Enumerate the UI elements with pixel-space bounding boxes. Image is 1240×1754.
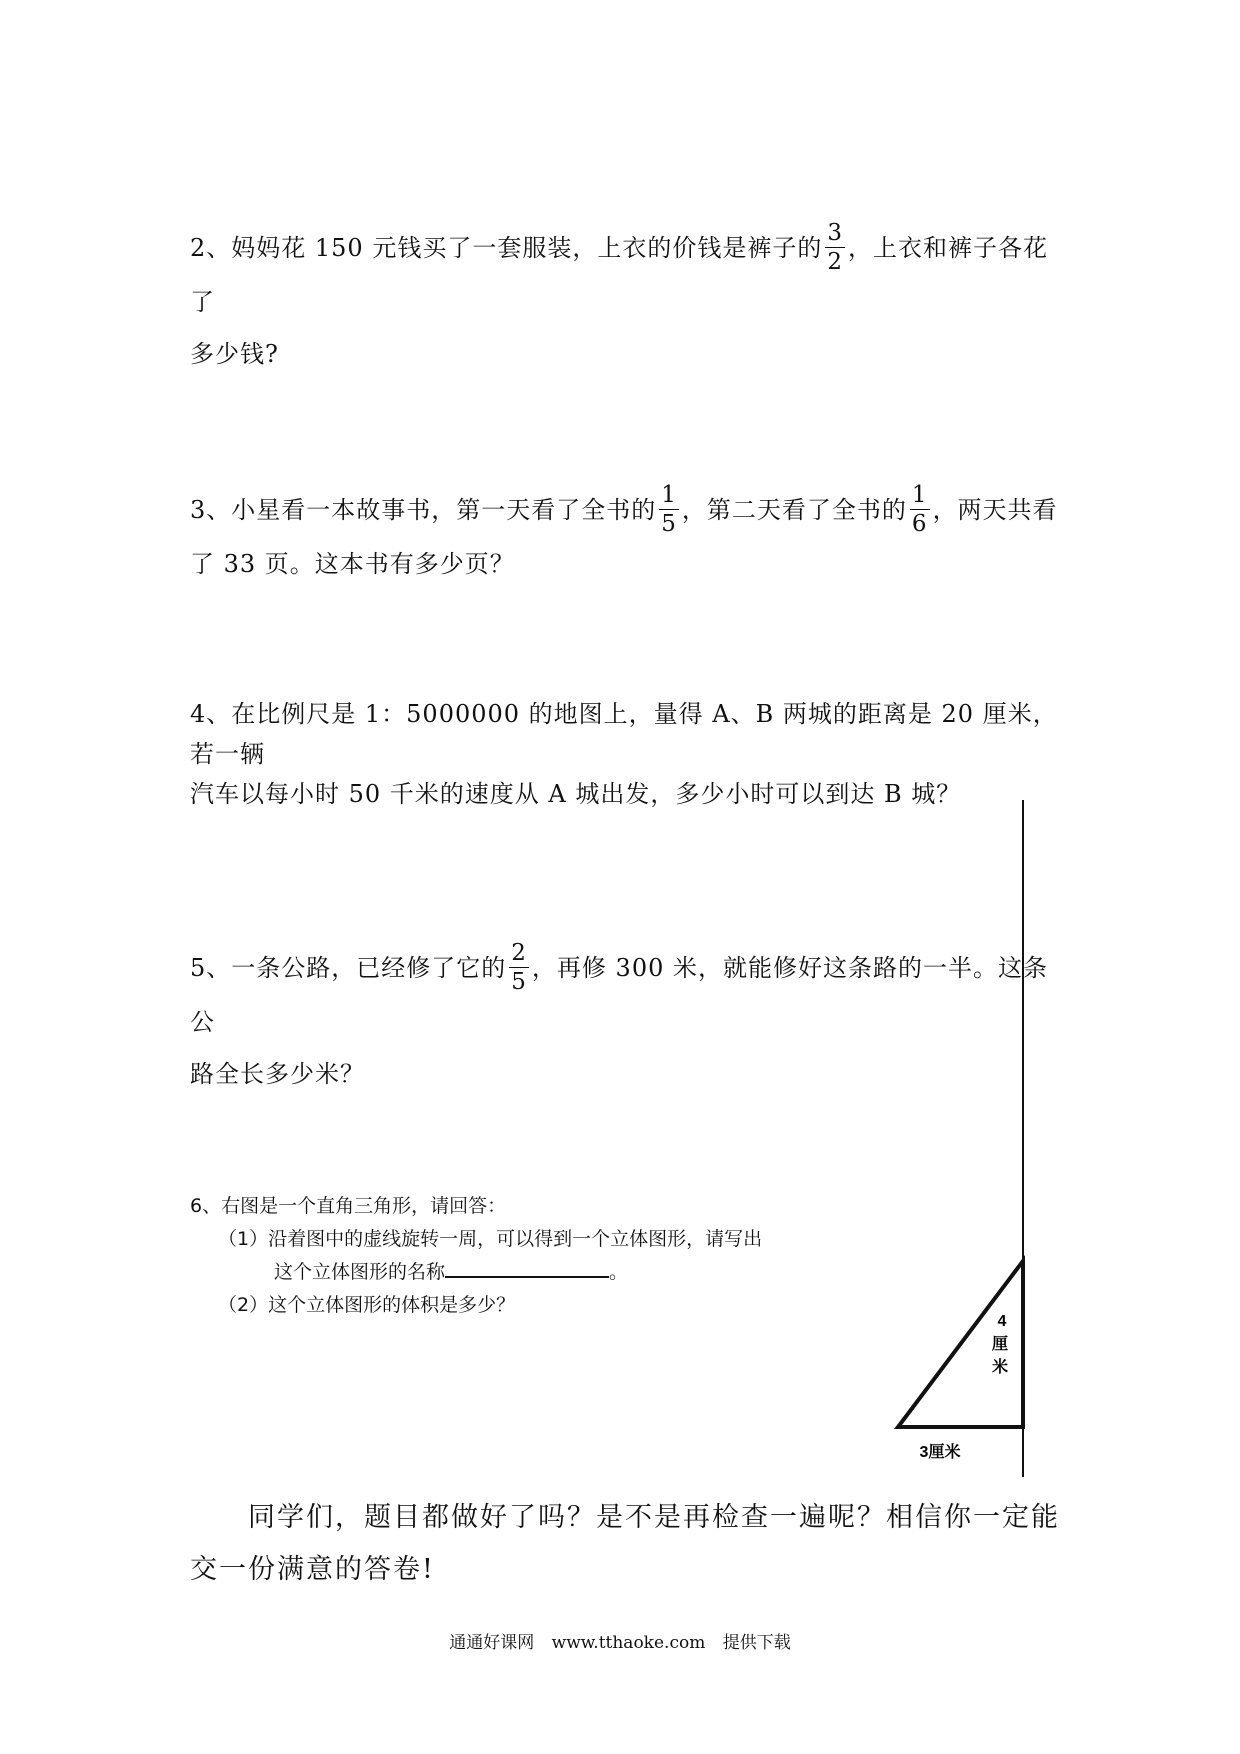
question-3-line-2: 了 33 页。这本书有多少页？	[190, 549, 515, 578]
height-label-unit-1: 厘	[991, 1336, 1009, 1353]
footer-note: 提供下载	[722, 1633, 791, 1653]
right-triangle-figure	[880, 800, 1060, 1500]
question-6-sub-1-line-1: （1）沿着图中的虚线旋转一周，可以得到一个立体图形，请写出	[218, 1228, 763, 1250]
closing-line-2: 交一份满意的答卷!	[190, 1554, 435, 1585]
question-6-sub-2: （2）这个立体图形的体积是多少？	[218, 1294, 516, 1316]
question-6-title: 6、右图是一个直角三角形，请回答：	[190, 1195, 507, 1217]
answer-blank[interactable]	[445, 1256, 609, 1278]
question-4-line-2: 汽车以每小时 50 千米的速度从 A 城出发，多少小时可以到达 B 城？	[190, 780, 962, 808]
question-2	[190, 219, 1070, 380]
question-3-line-1: 3、小星看一本故事书，第一天看了全书的 $\frac{1}{5}$ ，第二天看了全书的 $\frac{1}{6}$ ，两天共看	[190, 481, 1058, 537]
fraction: $\frac{3}{2}$	[827, 219, 843, 275]
question-2-line-1: 2、妈妈花 150 元钱买了一套服装，上衣的价钱是裤子的 $\frac{3}{2}$ ，上衣和裤子各花了	[190, 219, 1048, 316]
question-4-line-1: 4、在比例尺是 1：5000000 的地图上，量得 A、B 两城的距离是 20 厘米，若一辆	[190, 700, 1058, 768]
question-5-line-2: 路全长多少米？	[190, 1059, 365, 1088]
fraction: $\frac{1}{5}$	[661, 481, 677, 537]
question-5-line-1: 5、一条公路，已经修了它的 $\frac{2}{5}$ ，再修 300 米，就能修好这条路的一半。这条公	[190, 939, 1048, 1036]
height-label-number: 4	[997, 1313, 1007, 1330]
question-6	[190, 1190, 762, 1322]
question-4	[190, 694, 1070, 814]
closing-line-1: 同学们，题目都做好了吗？是不是再检查一遍呢？相信你一定能	[248, 1502, 1060, 1533]
footer	[0, 1628, 1240, 1653]
footer-url[interactable]: www.tthaoke.com	[551, 1633, 706, 1653]
height-label-unit-2: 米	[991, 1359, 1009, 1376]
footer-site-name: 通通好课网	[449, 1633, 535, 1653]
question-2-line-2: 多少钱?	[190, 339, 279, 368]
question-6-sub-1-line-2: 这个立体图形的名称 。	[190, 1256, 762, 1289]
fraction: $\frac{2}{5}$	[511, 939, 527, 995]
fraction: $\frac{1}{6}$	[911, 481, 928, 537]
question-3	[190, 481, 1070, 590]
closing-message	[190, 1492, 1070, 1596]
base-label: 3厘米	[919, 1444, 961, 1461]
